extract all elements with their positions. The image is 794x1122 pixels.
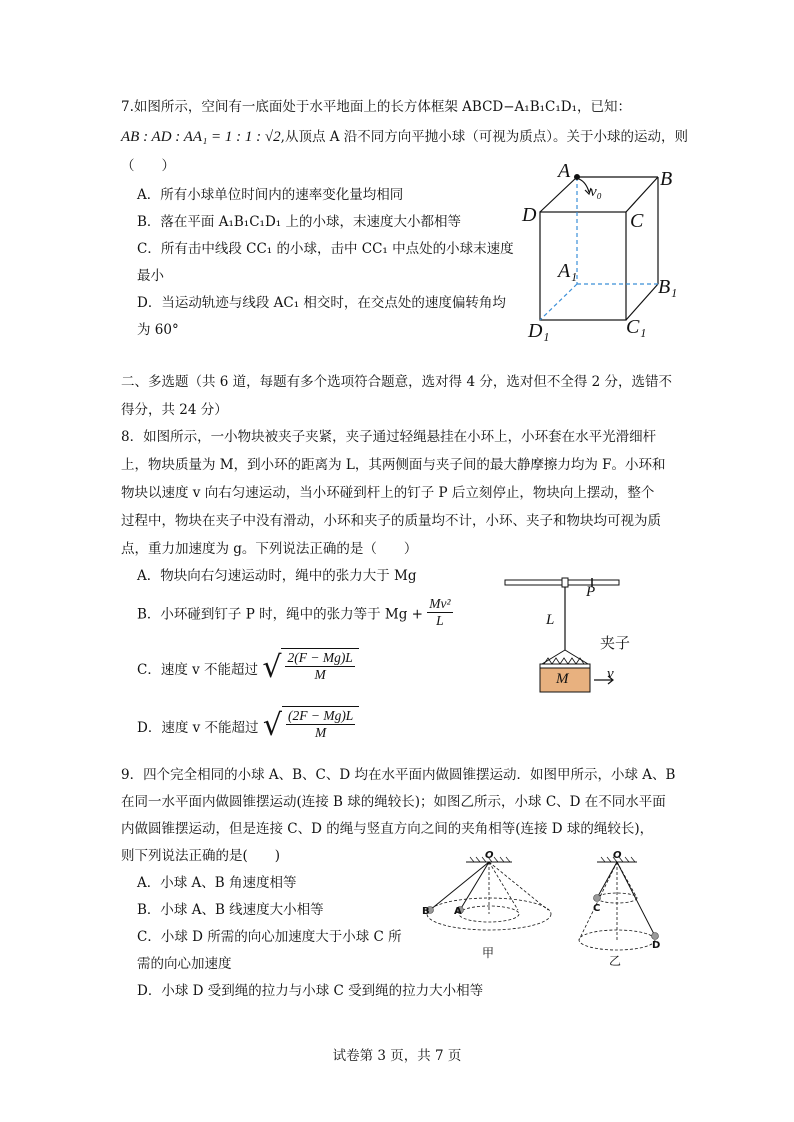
q8-option-a: A．物块向右匀速运动时，绳中的张力大于 Mg	[137, 568, 417, 584]
q8-stem-line4: 过程中，物块在夹子中没有滑动，小环和夹子的质量均不计，小环、夹子和物块均可视为质	[121, 513, 661, 529]
q8-option-b-text: B．小环碰到钉子 P 时，绳中的张力等于 Mg +	[137, 606, 423, 623]
q8-c-denominator: M	[314, 667, 326, 682]
q7-label-b1: B₁	[658, 276, 678, 298]
q9-figure-yi	[575, 848, 665, 968]
q7-option-c-line1: C．所有击中线段 CC₁ 的小球，击中 CC₁ 中点处的小球末速度	[137, 241, 514, 257]
q7-option-d-line1: D．当运动轨迹与线段 AC₁ 相交时，在交点处的速度偏转角均	[137, 295, 506, 311]
q8-option-b	[137, 596, 453, 629]
q9-label-c: C	[593, 903, 601, 914]
q8-stem-line1: 8．如图所示，一小物块被夹子夹紧，夹子通过轻绳悬挂在小环上，小环套在水平光滑细杆	[121, 429, 657, 445]
q9-label-a: A	[454, 906, 462, 917]
q8-b-numerator: Mv²	[429, 596, 451, 611]
q9-option-b: B．小球 A、B 线速度大小相等	[137, 902, 324, 918]
q7-option-d-line2: 为 60°	[137, 322, 179, 338]
q8-pendulum-figure	[500, 576, 630, 696]
q9-stem-line4: 则下列说法正确的是( )	[121, 848, 281, 864]
q7-stem-line2-rest: ,从顶点 A 沿不同方向平抛小球（可视为质点）。关于小球的运动，则	[280, 129, 689, 145]
q9-label-yi: 乙	[609, 954, 622, 968]
q7-option-c-line2: 最小	[137, 268, 164, 284]
q7-label-a: A	[558, 160, 571, 182]
q8-label-l: L	[546, 612, 555, 628]
q9-figure-jia	[418, 848, 568, 958]
q7-label-b: B	[660, 168, 673, 190]
q8-d-denominator: M	[315, 725, 327, 740]
section2-heading-line1: 二、多选题（共 6 道，每题有多个选项符合题意，选对得 4 分，选对但不全得 2 分，选错不	[121, 374, 673, 390]
q8-c-sqrt: √ $\frac{2(F - Mg)L}{M}$	[262, 648, 358, 688]
q8-d-numerator: (2F − Mg)L	[287, 708, 354, 723]
q8-option-d-text: D．速度 v 不能超过	[137, 720, 259, 736]
q8-stem-line2: 上，物块质量为 M，到小环的距离为 L，其两侧面与夹子间的最大静摩擦力均为 F。小环和	[121, 457, 666, 473]
q7-label-d: D	[522, 204, 537, 226]
q8-stem-line3: 物块以速度 v 向右匀速运动，当小环碰到杆上的钉子 P 后立刻停止，物块向上摆动，整个	[121, 485, 655, 501]
q7-cuboid-figure	[520, 160, 690, 350]
q7-option-b: B．落在平面 A₁B₁C₁D₁ 上的小球，末速度大小都相等	[137, 214, 461, 230]
q9-stem-line1: 9．四个完全相同的小球 A、B、C、D 均在水平面内做圆锥摆运动．如图甲所示，小球 A、B	[121, 767, 676, 783]
q9-label-jia: 甲	[482, 946, 495, 960]
q7-stem-line1: 7.如图所示，空间有一底面处于水平地面上的长方体框架 ABCD−A₁B₁C₁D₁，已知：	[121, 99, 632, 115]
q7-option-a: A．所有小球单位时间内的速率变化量均相同	[137, 187, 404, 203]
q7-label-a1: A₁	[558, 260, 578, 282]
q8-c-numerator: 2(F − Mg)L	[287, 650, 353, 665]
q8-label-p: P	[586, 584, 596, 600]
q9-label-b: B	[422, 906, 430, 917]
q9-option-c-line2: 需的向心加速度	[137, 956, 232, 972]
page-footer: 试卷第 3 页，共 7 页	[332, 1048, 462, 1064]
q7-label-d1: D₁	[528, 320, 550, 342]
q8-option-c	[137, 648, 359, 688]
q9-option-d: D．小球 D 受到绳的拉力与小球 C 受到绳的拉力大小相等	[137, 983, 484, 999]
q8-option-d-fraction	[286, 708, 355, 741]
q9-label-d: D	[652, 940, 661, 951]
q8-option-c-fraction	[285, 650, 354, 683]
q9-stem-line2: 在同一水平面内做圆锥摆运动(连接 B 球的绳较长)；如图乙所示，小球 C、D 在不同水平面	[121, 794, 666, 810]
q8-b-denominator: L	[436, 613, 444, 628]
q8-option-d	[137, 706, 359, 746]
section2-heading-line2: 得分，共 24 分）	[121, 402, 228, 418]
q8-option-b-fraction	[427, 596, 452, 629]
q8-option-c-text: C．速度 v 不能超过	[137, 662, 259, 678]
q9-label-o-jia: O	[485, 850, 494, 861]
q7-label-c1: C₁	[626, 316, 647, 338]
q8-stem-line5: 点，重力加速度为 g。下列说法正确的是（ ）	[121, 541, 418, 557]
q8-label-v: v	[607, 666, 614, 682]
q9-option-a: A．小球 A、B 角速度相等	[137, 875, 297, 891]
q7-label-c: C	[630, 210, 644, 232]
conical-pendulum-jia-diagram	[418, 848, 568, 958]
q8-d-sqrt: √ $\frac{(2F - Mg)L}{M}$	[263, 706, 359, 746]
q9-stem-line3: 内做圆锥摆运动，但是连接 C、D 的绳与竖直方向之间的夹角相等(连接 D 球的绳较长)，	[121, 821, 654, 837]
q9-option-c-line1: C．小球 D 所需的向心加速度大于小球 C 所	[137, 929, 402, 945]
q8-label-clip: 夹子	[600, 634, 631, 652]
q7-label-v0: v₀	[590, 184, 602, 200]
q9-label-o-yi: O	[613, 850, 622, 861]
q7-ratio: AB : AD : AA₁ = 1 : 1 : √2	[121, 129, 281, 145]
q7-bracket: （ ）	[121, 158, 175, 174]
q7-stem-line2	[121, 127, 688, 147]
q8-label-m: M	[556, 671, 569, 687]
